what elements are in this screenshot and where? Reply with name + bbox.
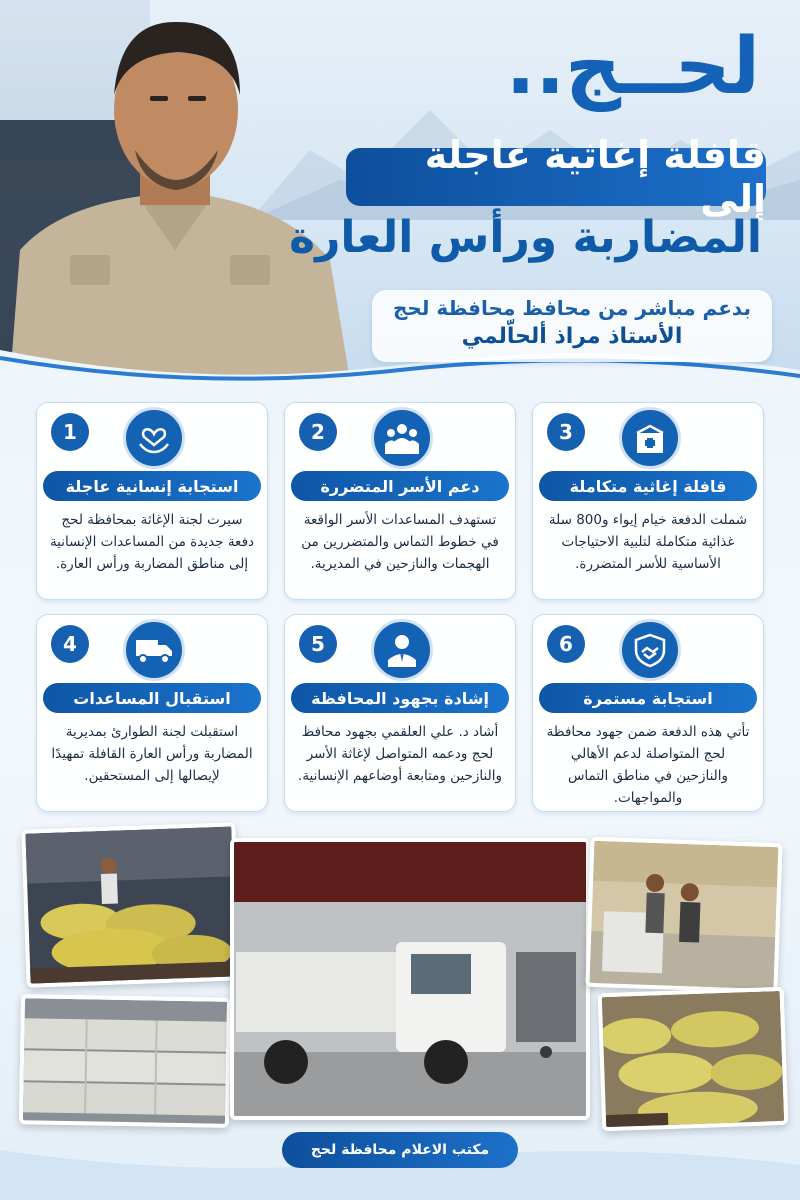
card-text: أشاد د. علي العلقمي بجهود محافظ لحج ودعمه المتواصل لإغاثة الأسر والنازحين ومتابعة أوضاعهم الإنسانية. — [298, 724, 502, 784]
card-title: استجابة مستمرة — [539, 683, 757, 713]
info-card-1 — [36, 402, 268, 600]
card-number: 2 — [299, 413, 337, 451]
info-card-3 — [532, 402, 764, 600]
card-text: استقبلت لجنة الطوارئ بمديرية المضاربة ورأس العارة القافلة تمهيدًا لإيصالها إلى المستحقين. — [51, 724, 253, 784]
card-number: 3 — [547, 413, 585, 451]
official-icon — [371, 619, 433, 681]
support-line-2: الأستاذ مراذ ألحاّلمي — [461, 324, 683, 349]
card-number: 6 — [547, 625, 585, 663]
card-number: 1 — [51, 413, 89, 451]
support-line-1: بدعم مباشر من محافظ محافظة لحج — [393, 296, 751, 320]
headline-pill — [346, 133, 766, 221]
card-text: تستهدف المساعدات الأسر الواقعة في خطوط التماس والمتضررين من الهجمات والنازحين في المديرية. — [301, 512, 499, 572]
info-card-5 — [284, 614, 516, 812]
official-portrait — [0, 0, 360, 380]
info-card-2 — [284, 402, 516, 600]
card-title: استجابة إنسانية عاجلة — [43, 471, 261, 501]
main-title: لحــج.. — [505, 22, 760, 112]
heart-hands-icon — [123, 407, 185, 469]
photo-relief-truck-warehouse — [230, 838, 590, 1120]
photo-stacked-bags — [19, 994, 231, 1128]
support-box — [372, 290, 772, 362]
aid-box-icon — [619, 407, 681, 469]
photo-workers-loading — [585, 837, 782, 994]
card-title: قافلة إغاثية متكاملة — [539, 471, 757, 501]
footer-label: مكتب الاعلام محافظة لحج — [282, 1132, 518, 1168]
truck-icon — [123, 619, 185, 681]
card-number: 4 — [51, 625, 89, 663]
handshake-shield-icon — [619, 619, 681, 681]
card-text: سيرت لجنة الإغاثة بمحافظة لحج دفعة جديدة من المساعدات الإنسانية إلى مناطق المضاربة ورأس العارة. — [49, 512, 255, 572]
card-text: تأتي هذه الدفعة ضمن جهود محافظة لحج المتواصلة لدعم الأهالي والنازحين في مناطق التماس والمواجهات. — [546, 724, 750, 806]
card-title: إشادة بجهود المحافظة — [291, 683, 509, 713]
headline-line-2: المضاربة ورأس العارة — [289, 212, 762, 263]
info-card-4 — [36, 614, 268, 812]
card-number: 5 — [299, 625, 337, 663]
headline-line-1: قافلة إغاثية عاجلة إلى — [424, 133, 766, 221]
card-title: استقبال المساعدات — [43, 683, 261, 713]
photo-aid-sacks-truck — [21, 822, 240, 987]
card-title: دعم الأسر المتضررة — [291, 471, 509, 501]
family-icon — [371, 407, 433, 469]
info-card-6 — [532, 614, 764, 812]
card-text: شملت الدفعة خيام إيواء و800 سلة غذائية متكاملة لتلبية الاحتياجات الأساسية للأسر المتضررة. — [548, 512, 748, 572]
